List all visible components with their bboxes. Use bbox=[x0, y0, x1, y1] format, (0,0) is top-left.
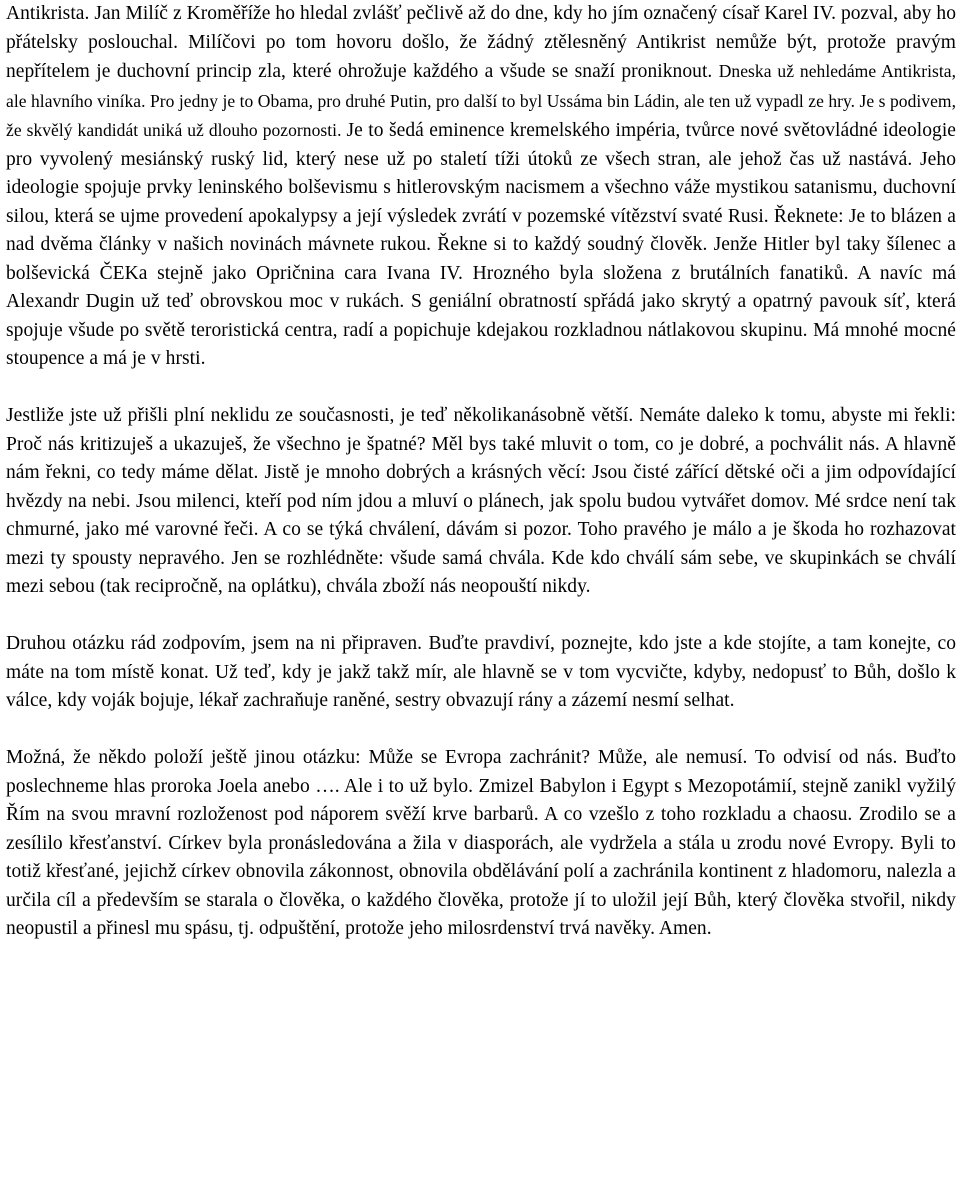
paragraph-4-text: Možná, že někdo položí ještě jinou otázku: Může se Evropa zachránit? Může, ale nemusí. To odvisí od nás. Buďto poslechneme hlas proroka Joela anebo …. Ale i to už bylo. Zmizel Babylon i Egypt s Mezopotámií, stejně zanikl vyžilý Řím na svou mravní rozloženost pod náporem svěží krve barbarů. A co vzešlo z toho rozkladu a chaosu. Zrodilo se a zesílilo křesťanství. Církev byla pronásledována a žila v diasporách, ale vydržela a stála u zrodu nové Evropy. Byli to totiž křesťané, jejichž církev obnovila zákonnost, obnovila obdělávání polí a zachránila kontinent z hladomoru, nalezla a určila cíl a především se starala o člověka, o každého člověka, protože jí to uložil její Bůh, který člověka stvořil, nikdy neopustil a přinesl mu spásu, tj. odpuštění, protože jeho milosrdenství trvá navěky. Amen. bbox=[6, 747, 956, 939]
paragraph-antikrist bbox=[6, 0, 956, 374]
paragraph-3-text: Druhou otázku rád zodpovím, jsem na ni připraven. Buďte pravdiví, poznejte, kdo jste a kde stojíte, a tam konejte, co máte na tom místě konat. Už teď, kdy je jakž takž mír, ale hlavně se v tom vycvičte, kdyby, nedopusť to Bůh, došlo k válce, kdy voják bojuje, lékař zachraňuje raněné, sestry obvazují rány a zázemí nesmí selhat. bbox=[6, 633, 956, 711]
paragraph-1-text-a: Antikrista. Jan Milíč z Kroměříže ho hledal zvlášť pečlivě až do dne, kdy ho jím označený císař Karel IV. pozval, aby ho přátelsky poslouchal. Milíčovi po tom hovoru došlo, že žádný ztělesněný Antikrist nemůže být, protože pravým nepřítelem je duchovní princip zla, které ohrožuje každého a všude se snaží proniknout. bbox=[6, 3, 956, 82]
paragraph-1-text-c: Je to šedá eminence kremelského impéria, tvůrce nové světovládné ideologie pro vyvolený mesiánský ruský lid, který nese už po staletí tíži útoků ze všech stran, ale jehož čas už nastává. Jeho ideologie spojuje prvky leninského bolševismu s hitlerovským nacismem a všechno váže mystikou satanismu, duchovní silou, která se ujme provedení apokalypsy a její výsledek zvrátí v pozemské vítězství svaté Rusi. Řeknete: Je to blázen a nad dvěma články v našich novinách mávnete rukou. Řekne si to každý soudný člověk. Jenže Hitler byl taky šílenec a bolševická ČEKa stejně jako Opričnina cara Ivana IV. Hrozného byla složena z brutálních fanatiků. A navíc má Alexandr Dugin už teď obrovskou moc v rukách. S geniální obratností spřádá jako skrytý a opatrný pavouk síť, která spojuje všude po světě teroristická centra, radí a popichuje kdejakou rozkladnou nátlakovou skupinu. Má mnohé mocné stoupence a má je v hrsti. bbox=[6, 120, 957, 369]
paragraph-evropa bbox=[6, 744, 956, 944]
paragraph-chvala bbox=[6, 402, 956, 602]
paragraph-druha-otazka bbox=[6, 630, 956, 716]
paragraph-1-text-b: Dneska už nehledáme Antikrista, ale hlavního viníka. Pro jedny je to Obama, pro druhé Putin, pro další to byl Ussáma bin Ládin, ale ten už vypadl ze hry. Je s podivem, že skvělý kandidát uniká už dlouho pozornosti. bbox=[6, 61, 956, 140]
paragraph-2-text: Jestliže jste už přišli plní neklidu ze současnosti, je teď několikanásobně větší. Nemáte daleko k tomu, abyste mi řekli: Proč nás kritizuješ a ukazuješ, že všechno je špatné? Měl bys také mluvit o tom, co je dobré, a pochválit nás. A hlavně nám řekni, co tedy máme dělat. Jistě je mnoho dobrých a krásných věcí: Jsou čisté zářící dětské oči a jim odpovídající hvězdy na nebi. Jsou milenci, kteří pod ním jdou a mluví o plánech, jak spolu budou vytvářet domov. Mé srdce není tak chmurné, jako mé varovné řeči. A co se týká chválení, dávám si pozor. Toho pravého je málo a je škoda ho rozhazovat mezi ty spousty nepravého. Jen se rozhlédněte: všude samá chvála. Kde kdo chválí sám sebe, ve skupinkách se chválí mezi sebou (tak recipročně, na oplátku), chvála zboží nás neopouští nikdy. bbox=[6, 405, 956, 597]
